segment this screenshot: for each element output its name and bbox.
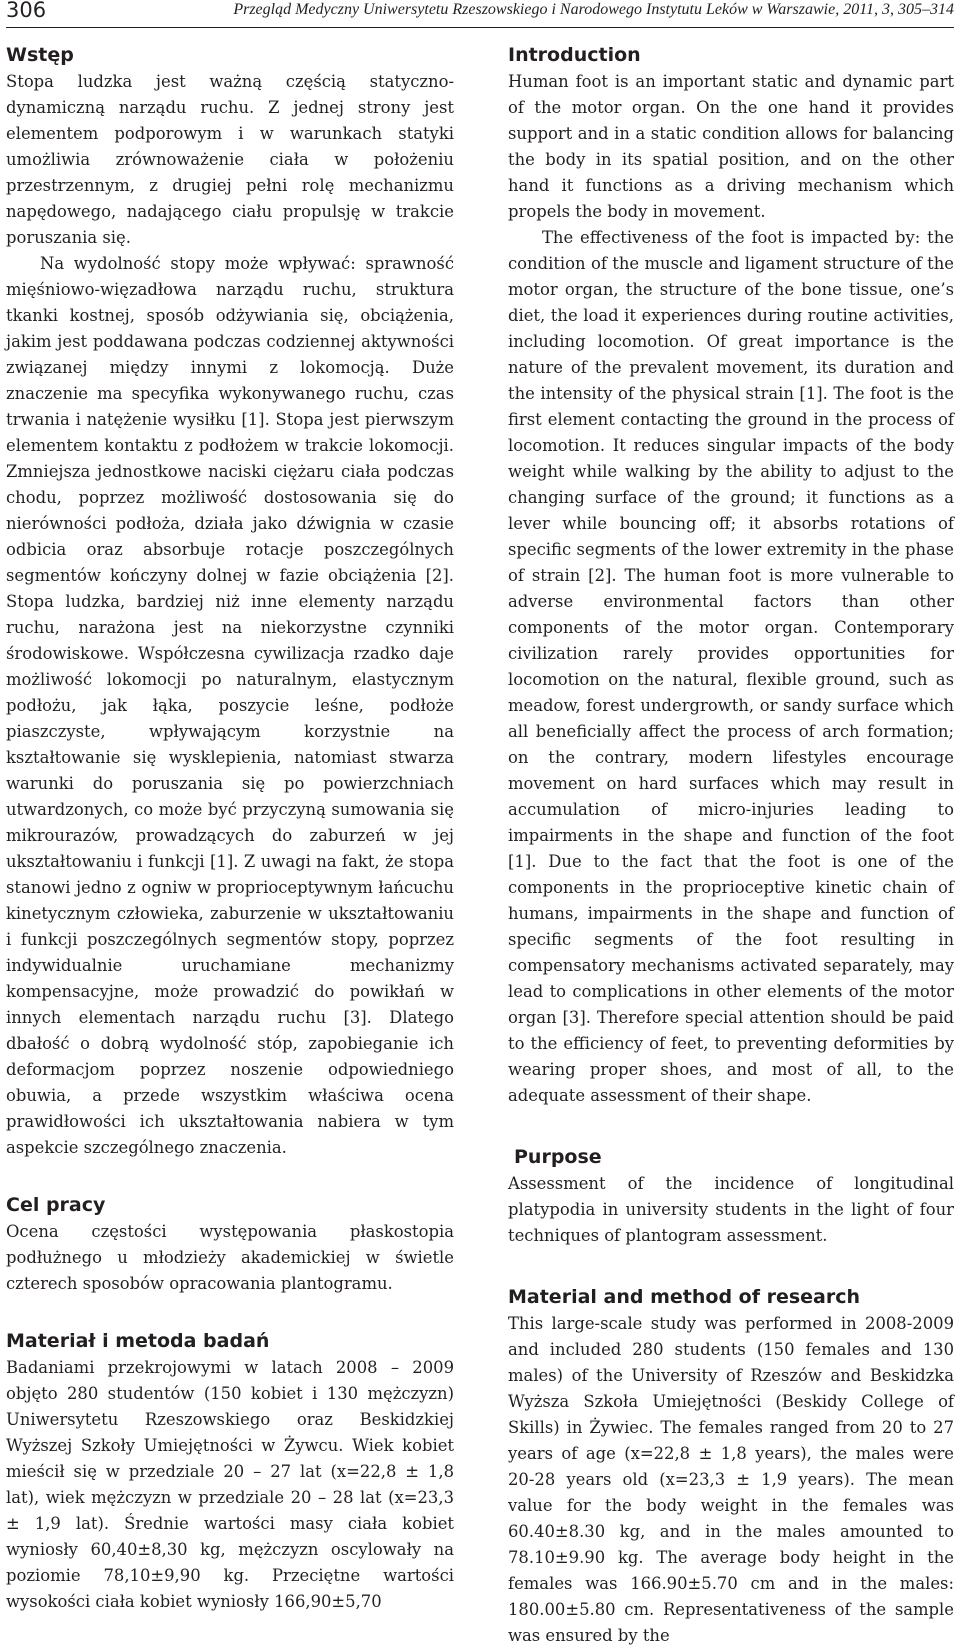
methods-paragraph-en: This large-scale study was performed in 2008-2009 and included 280 students (150 females and 130 males) of the University of Rzeszów and Beskidzka Wyższa Szkoła Umiejętności (Beskidy College of Skills) in Żywiec. The females ranged from 20 to 27 years of age (x=22,8 ± 1,8 years), the males were 20-28 years old (x=23,3 ± 1,9 years). The mean value for the body weight in the females was 60.40±8.30 kg, and in the males amounted to 78.10±9.90 kg. The average body height in the females was 166.90±5.70 cm and in the males: 180.00±5.80 cm. Representativeness of the sample was ensured by the: [508, 1314, 954, 1645]
methods-heading-pl: Materiał i metoda badań: [6, 1330, 270, 1352]
intro-paragraph-2-pl: Na wydolność stopy może wpływać: sprawność mięśniowo-więzadłowa narządu ruchu, struktura tkanki kostnej, sposób odżywiania się, obciążenia, jakim jest poddawana podczas codziennej aktywności związanej między innymi z lokomocją. Duże znaczenie ma specyfika wykonywanego ruchu, czas trwania i natężenie wysiłku [1]. Stopa jest pierwszym elementem kontaktu z podłożem w trakcie lokomocji. Zmniejsza jednostkowe naciski ciężaru ciała podczas chodu, poprzez możliwość dostosowania się do nierówności podłoża, działa jako dźwignia w czasie odbicia oraz absorbuje rotacje poszczególnych segmentów kończyny dolnej w fazie obciążenia [2]. Stopa ludzka, bardziej niż inne elementy narządu ruchu, narażona jest na niekorzystne czynniki środowiskowe. Współczesna cywilizacja rzadko daje możliwość lokomocji po naturalnym, elastycznym podłożu, jak łąka, poszycie leśne, podłoże piaszczyste, wpływającym korzystnie na kształtowanie się wysklepienia, natomiast stwarza warunki do poruszania się po powierzchniach utwardzonych, co może być przyczyną sumowania się mikrourazów, prowadzących do zaburzeń w jej ukształtowaniu i funkcji [1]. Z uwagi na fakt, że stopa stanowi jedno z ogniw w proprioceptywnym łańcuchu kinetycznym człowieka, zaburzenie w ukształtowaniu i funkcji poszczególnych segmentów stopy, poprzez indywidualnie uruchamiane mechanizmy kompensacyjne, może prowadzić do powikłań w innych elementach narządu ruchu [3]. Dlatego dbałość o dobrą wydolność stóp, zapobieganie ich deformacjom poprzez noszenie odpowiedniego obuwia, a przede wszystkim właściwa ocena prawidłowości ich ukształtowania nabiera w tym aspekcie szczególnego znaczenia.: [6, 254, 454, 1157]
page-header: [6, 0, 954, 26]
running-head: Przegląd Medyczny Uniwersytetu Rzeszowskiego i Narodowego Instytutu Leków w Warszawie, 2011, 3, 305–314: [233, 1, 954, 18]
intro-heading-pl: Wstęp: [6, 44, 74, 66]
header-rule: [6, 27, 954, 28]
intro-heading-en: Introduction: [508, 44, 641, 66]
methods-heading-en: Material and method of research: [508, 1286, 861, 1308]
intro-paragraph-1-en: Human foot is an important static and dynamic part of the motor organ. On the one hand it provides support and in a static condition allows for balancing the body in its spatial position, and on the other hand it functions as a driving mechanism which propels the body in movement.: [508, 72, 954, 221]
aim-paragraph-pl: Ocena częstości występowania płaskostopia podłużnego u młodzieży akademickiej w świetle czterech sposobów opracowania plantogramu.: [6, 1222, 454, 1293]
purpose-heading-en: Purpose: [514, 1146, 602, 1168]
english-column: [508, 41, 954, 1645]
intro-paragraph-2-en: The effectiveness of the foot is impacted by: the condition of the muscle and ligament structure of the motor organ, the structure of the bone tissue, one’s diet, the load it experiences during routine activities, including locomotion. Of great importance is the nature of the prevalent movement, its duration and the intensity of the physical strain [1]. The foot is the first element contacting the ground in the process of locomotion. It reduces singular impacts of the body weight while walking by the ability to adjust to the changing surface of the ground; it functions as a lever while bouncing off; it absorbs rotations of specific segments of the lower extremity in the phase of strain [2]. The human foot is more vulnerable to adverse environmental factors than other components of the motor organ. Contemporary civilization rarely provides opportunities for locomotion on the natural, flexible ground, such as meadow, forest undergrowth, or sandy surface which all beneficially affect the process of arch formation; on the contrary, modern lifestyles encourage movement on hard surfaces which may result in accumulation of micro-injuries leading to impairments in the shape and function of the foot [1]. Due to the fact that the foot is one of the components in the proprioceptive kinetic chain of humans, impairments in the shape and function of specific segments of the foot resulting in compensatory mechanisms activated separately, may lead to complications in other elements of the motor organ [3]. Therefore special attention should be paid to the efficiency of feet, to preventing deformities by wearing proper shoes, and most of all, to the adequate assessment of their shape.: [508, 228, 954, 1105]
page-number: 306: [6, 0, 47, 22]
aim-heading-pl: Cel pracy: [6, 1194, 106, 1216]
polish-column: [6, 41, 454, 1611]
purpose-paragraph-en: Assessment of the incidence of longitudinal platypodia in university students in the light of four techniques of plantogram assessment.: [508, 1174, 954, 1245]
intro-paragraph-1-pl: Stopa ludzka jest ważną częścią statyczno-dynamiczną narządu ruchu. Z jednej strony jest elementem podporowym i w warunkach statyki umożliwia zrównoważenie ciała w położeniu przestrzennym, z drugiej pełni rolę mechanizmu napędowego, nadającego ciału propulsję w trakcie poruszania się.: [6, 72, 454, 247]
methods-paragraph-pl: Badaniami przekrojowymi w latach 2008 – 2009 objęto 280 studentów (150 kobiet i 130 mężczyzn) Uniwersytetu Rzeszowskiego oraz Beskidzkiej Wyższej Szkoły Umiejętności w Żywcu. Wiek kobiet mieścił się w przedziale 20 – 27 lat (x=22,8 ± 1,8 lat), wiek mężczyzn w przedziale 20 – 28 lat (x=23,3 ± 1,9 lat). Średnie wartości masy ciała kobiet wyniosły 60,40±8,30 kg, mężczyzn oscylowały na poziomie 78,10±9,90 kg. Przeciętne wartości wysokości ciała kobiet wyniosły 166,90±5,70: [6, 1358, 454, 1611]
